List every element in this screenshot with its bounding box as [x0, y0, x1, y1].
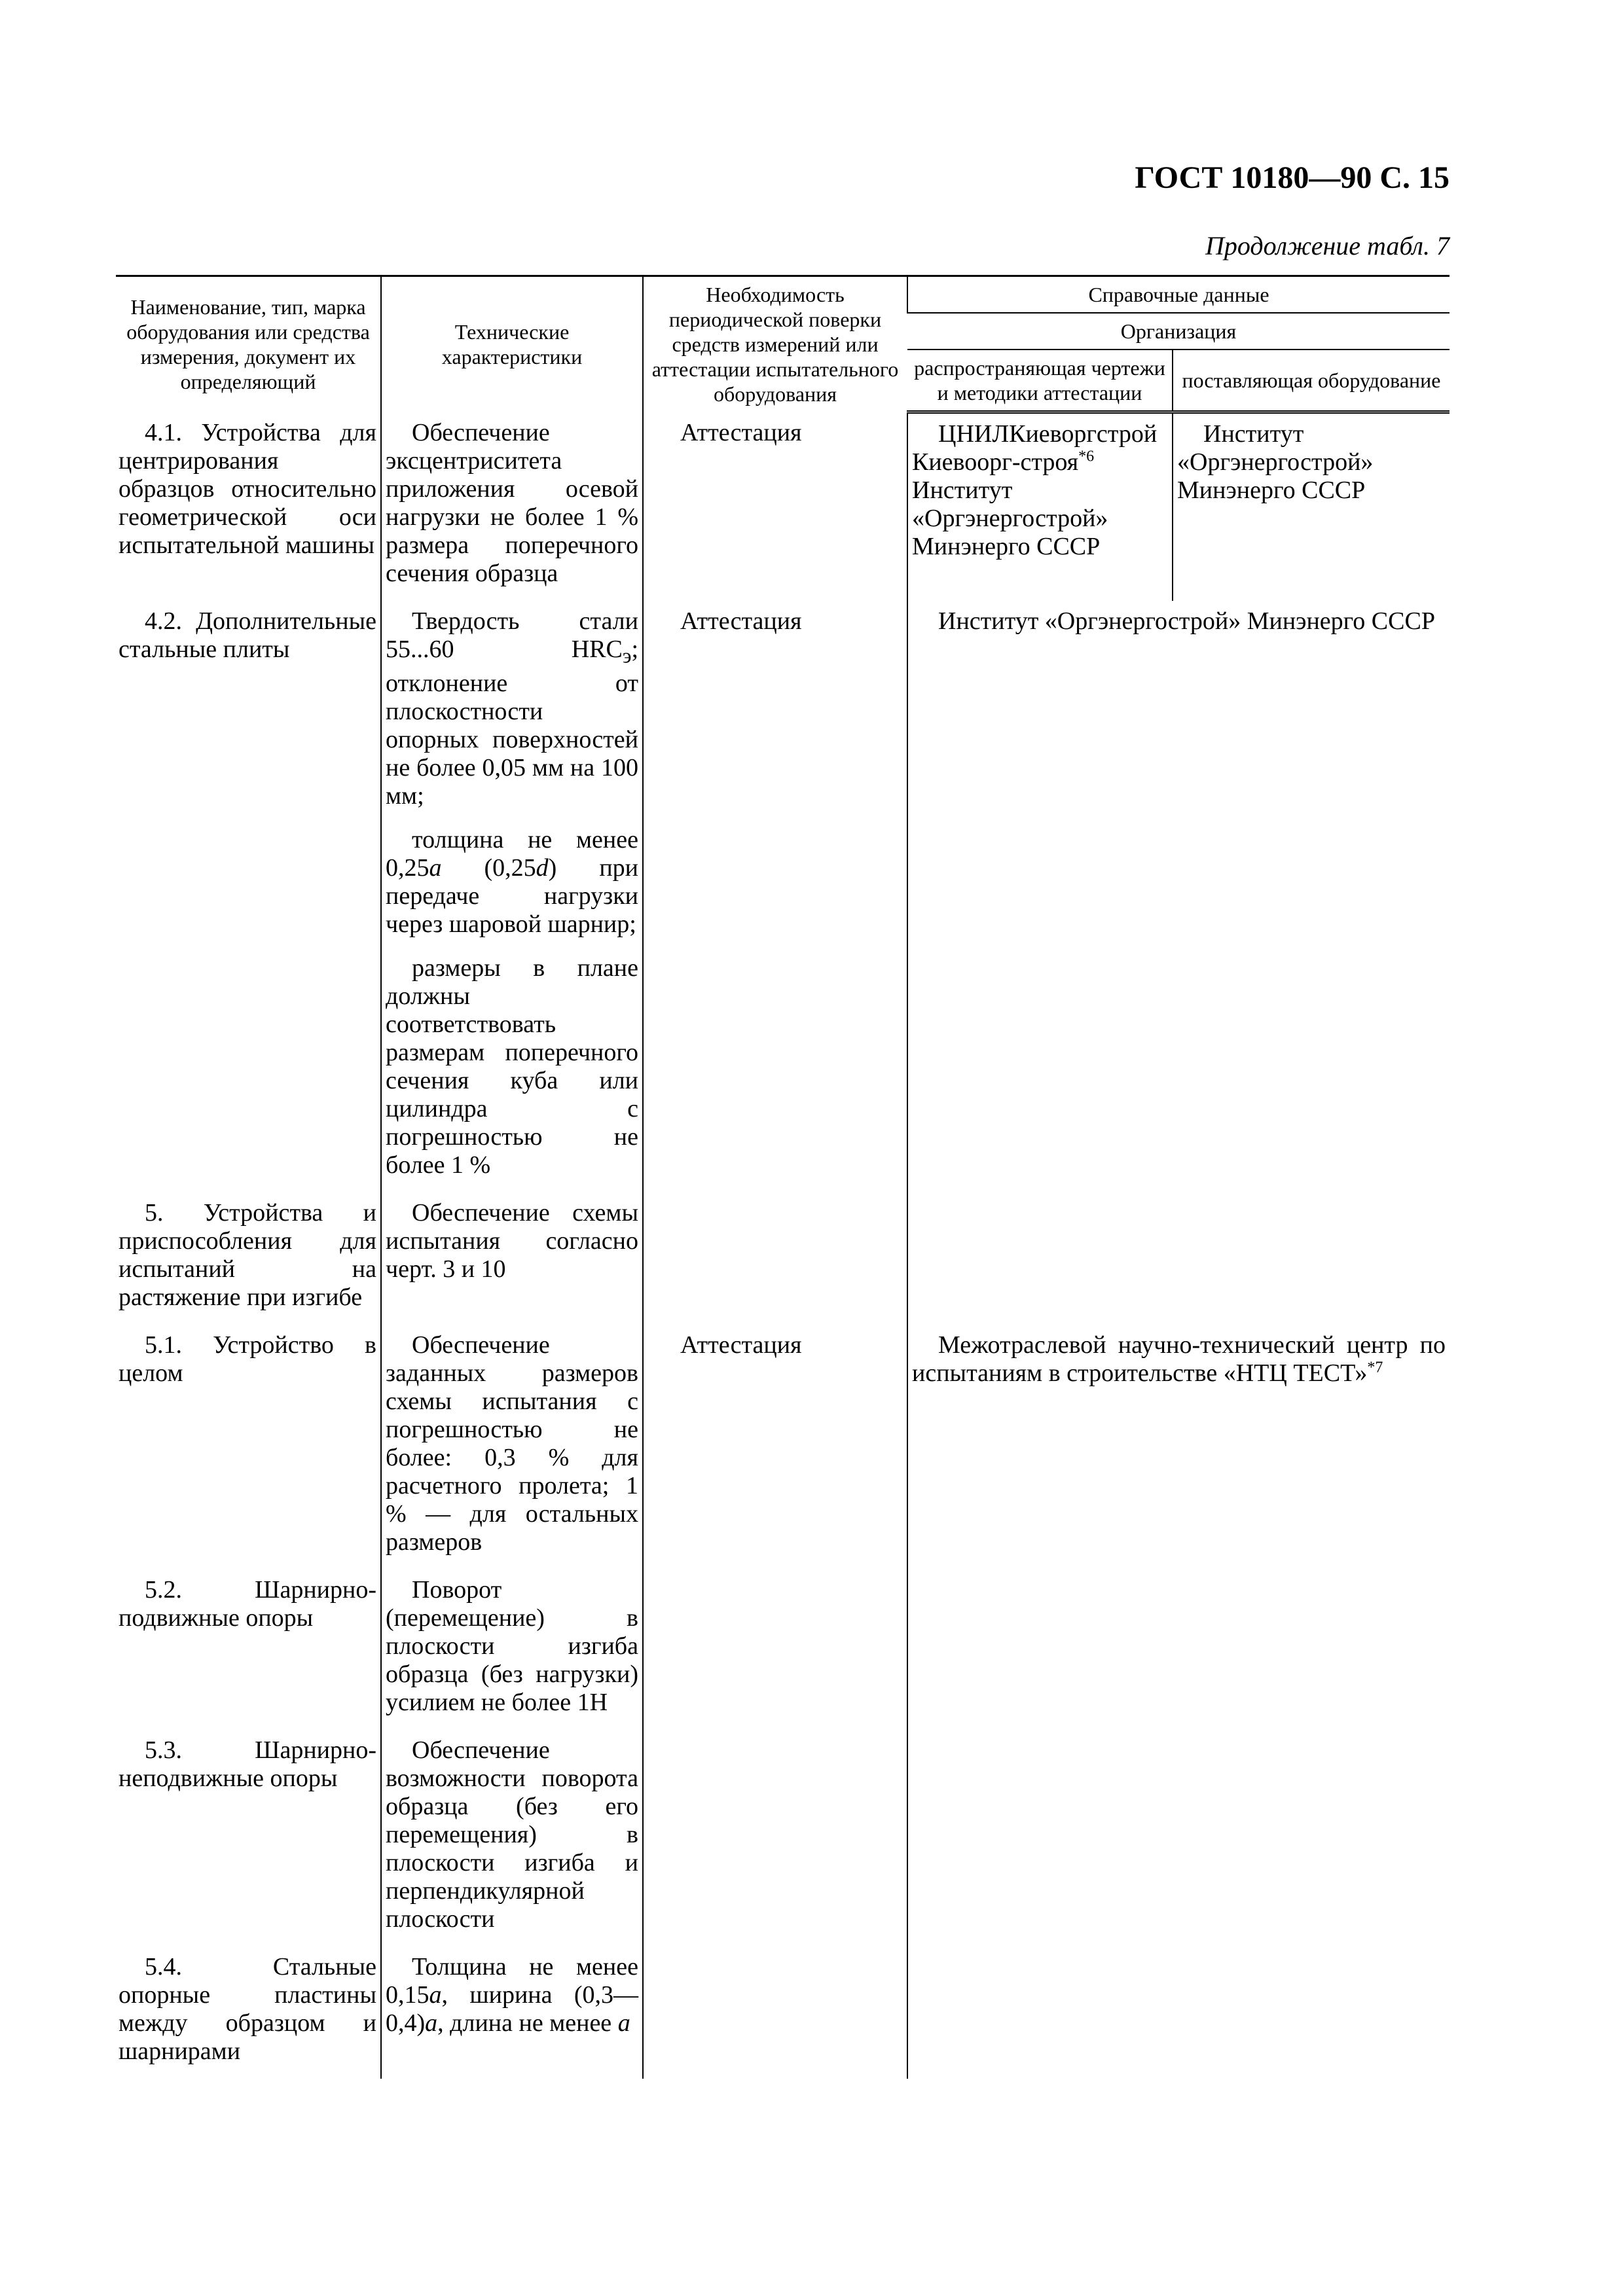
tech-text: толщина не менее 0,25: [386, 826, 638, 882]
check-value: Аттестация: [680, 607, 802, 635]
tech-paragraph: [386, 826, 638, 939]
row-tech: Обеспечение схемы испытания согласно черт. 3 и 10: [381, 1193, 643, 1325]
row-tech: Обеспечение заданных размеров схемы испытания с погрешностью не более: 0,3 % для расчетного пролета; 1 % — для остальных размеров: [381, 1325, 643, 1570]
tech-text: Твердость стали 55...60 HRC: [386, 607, 638, 663]
row-reference: Институт «Оргэнергострой» Минэнерго СССР: [907, 601, 1450, 1193]
row-reference: [907, 1730, 1450, 1946]
row-reference: [907, 1570, 1450, 1730]
reference-text: Межотраслевой научно-технический центр по испытаниям в строительстве «НТЦ ТЕСТ»: [912, 1331, 1446, 1388]
table-row: [116, 1325, 1450, 1570]
footnote-mark: *7: [1367, 1359, 1383, 1376]
row-reference: [907, 1193, 1450, 1325]
tech-text: , длина не менее: [437, 2009, 618, 2037]
row-tech: [381, 1946, 643, 2079]
tech-paragraph: размеры в плане должны соответствовать размерам поперечного сечения куба или цилиндра с погрешностью не более 1 %: [386, 954, 638, 1179]
row-check: [643, 1570, 907, 1730]
tech-text: , ширина (0,3—0,4): [386, 1981, 638, 2037]
distributor-text-2: Институт «Оргэнергострой» Минэнерго СССР: [912, 476, 1108, 560]
tech-variable: a: [429, 854, 442, 882]
table-row: [116, 412, 1450, 601]
row-reference: [907, 1946, 1450, 2079]
tech-variable: d: [536, 854, 549, 882]
tech-text: ) при передаче нагрузки через шаровой шарнир;: [386, 854, 639, 939]
col-header-tech: Технические характеристики: [381, 276, 643, 412]
row-check: [643, 1325, 907, 1570]
col-header-name: Наименование, тип, марка оборудования или средства измерения, документ их определяющий: [116, 276, 381, 412]
tech-variable: a: [425, 2009, 438, 2037]
tech-text: (0,25: [441, 854, 536, 882]
row-supplier: Институт «Оргэнергострой» Минэнерго СССР: [1173, 412, 1450, 601]
col-header-supplying: поставляющая оборудование: [1173, 350, 1450, 412]
table-row: [116, 601, 1450, 1193]
equipment-table: [116, 275, 1450, 2079]
row-name: 5.1. Устройство в целом: [119, 1331, 376, 1388]
row-check: [643, 601, 907, 1193]
row-name: 5. Устройства и приспособления для испытаний на растяжение при изгибе: [119, 1199, 376, 1312]
tech-subscript: э: [622, 644, 632, 668]
row-tech: Поворот (перемещение) в плоскости изгиба образца (без нагрузки) усилием не более 1Н: [381, 1570, 643, 1730]
table-row: [116, 1570, 1450, 1730]
col-header-distributing: распространяющая чертежи и методики аттестации: [907, 350, 1173, 412]
tech-variable: a: [429, 1981, 442, 2009]
col-header-reference: Справочные данные: [907, 276, 1450, 314]
row-check: [643, 1946, 907, 2079]
footnote-mark: *6: [1078, 448, 1095, 465]
row-reference: [907, 1325, 1450, 1570]
col-header-check: Необходимость периодической поверки средств измерений или аттестации испытательного оборудования: [643, 276, 907, 412]
row-check: [643, 412, 907, 601]
table-row: [116, 1730, 1450, 1946]
page-header-title: ГОСТ 10180—90 С. 15: [1135, 160, 1450, 195]
table-continuation-label: Продолжение табл. 7: [1205, 231, 1450, 260]
tech-text: ; отклонение от плоскостности опорных поверхностей не более 0,05 мм на 100 мм;: [386, 635, 638, 810]
row-name: 5.4. Стальные опорные пластины между образцом и шарнирами: [119, 1953, 376, 2066]
check-value: Аттестация: [680, 1331, 802, 1359]
tech-text: Толщина не менее 0,15: [386, 1953, 638, 2009]
row-name: 4.2. Дополнительные стальные плиты: [119, 607, 376, 663]
row-check: [643, 1193, 907, 1325]
table-row: [116, 1946, 1450, 2079]
tech-variable: a: [617, 2009, 630, 2037]
row-tech: Обеспечение эксцентриситета приложения осевой нагрузки не более 1 % размера поперечного сечения образца: [381, 412, 643, 601]
row-check: [643, 1730, 907, 1946]
distributor-text: ЦНИЛКиеворгстрой Киевоорг-строя: [912, 420, 1158, 476]
check-value: Аттестация: [680, 418, 802, 446]
row-distributor: [907, 412, 1173, 601]
table-row: [116, 1193, 1450, 1325]
tech-paragraph: [386, 607, 638, 811]
row-tech: Обеспечение возможности поворота образца (без его перемещения) в плоскости изгиба и перпендикулярной плоскости: [381, 1730, 643, 1946]
row-name: 5.2. Шарнирно-подвижные опоры: [119, 1576, 376, 1632]
col-header-organization: Организация: [907, 313, 1450, 350]
row-name: 4.1. Устройства для центрирования образцов относительно геометрической оси испытательной машины: [119, 418, 376, 559]
row-tech: [381, 601, 643, 1193]
row-name: 5.3. Шарнирно-неподвижные опоры: [119, 1736, 376, 1793]
